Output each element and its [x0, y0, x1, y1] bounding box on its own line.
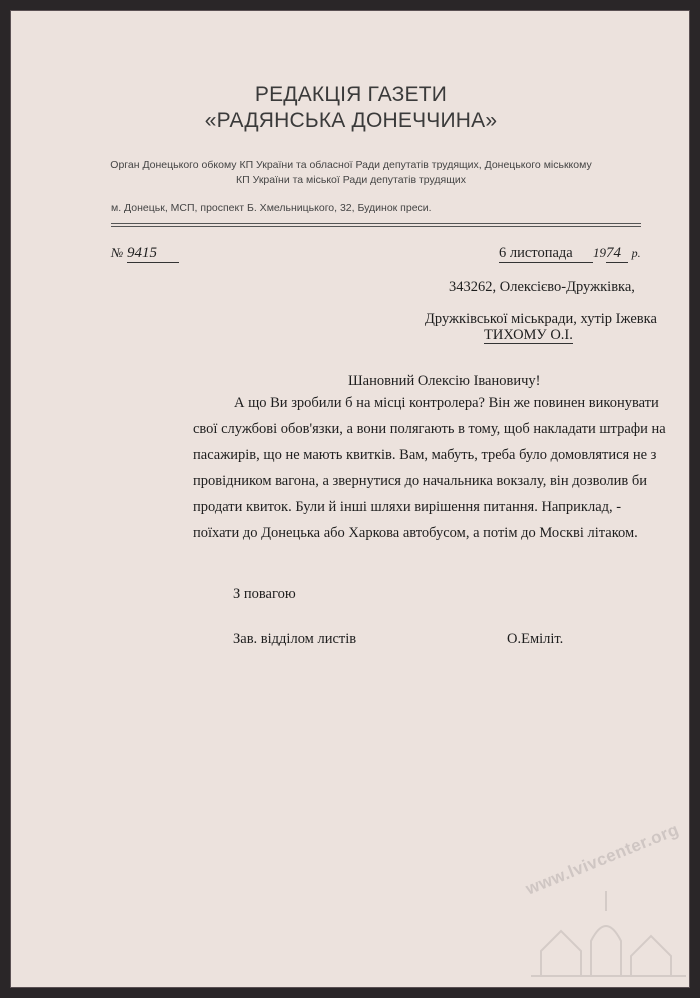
body-line: пасажирів, що не мають квитків. Вам, мабуть, треба було домовлятися не з — [193, 447, 657, 463]
year-suffix: 74 — [606, 245, 628, 263]
date-day-month: 6 листопада — [499, 245, 593, 263]
archive-watermark-text: www.lvivcenter.org — [523, 819, 682, 899]
recipient-name: ТИХОМУ О.І. — [484, 327, 573, 343]
body-line: продати квиток. Були й інші шляхи вирішення питання. Наприклад, - — [193, 499, 622, 515]
newspaper-title-line2: «РАДЯНСЬКА ДОНЕЧЧИНА» — [204, 109, 498, 132]
body-line: А що Ви зробили б на місці контролера? Він же повинен виконувати — [234, 395, 659, 411]
number-prefix: № — [111, 245, 124, 260]
recipient-line1: 343262, Олексієво-Дружківка, — [449, 279, 635, 295]
letter-date — [499, 245, 641, 263]
body-line: свої службові обов'язки, а вони полягають в тому, щоб накладати штрафи на — [193, 421, 666, 437]
organ-line1: Орган Донецького обкому КП України та обласної Ради депутатів трудящих, Донецького міськкому — [110, 159, 592, 171]
signer-title: Зав. відділом листів — [233, 631, 357, 647]
organ-line2: КП України та міської Ради депутатів трудящих — [236, 174, 466, 186]
body-line: провідником вагона, а звернутися до начальника вокзалу, він дозволив би — [193, 473, 647, 489]
header-rule-bottom — [111, 226, 641, 227]
letter-number — [111, 245, 179, 263]
header-rule-top — [111, 223, 641, 224]
salutation: Шановний Олексію Івановичу! — [348, 373, 541, 389]
year-prefix: 19 — [593, 245, 606, 260]
closing: З повагою — [233, 586, 296, 602]
newspaper-title-line1: РЕДАКЦІЯ ГАЗЕТИ — [254, 83, 448, 106]
year-unit: р. — [631, 246, 641, 260]
recipient-line2: Дружківської міськради, хутір Іжевка — [425, 311, 657, 327]
editorial-address: м. Донецьк, МСП, проспект Б. Хмельницького, 32, Будинок преси. — [111, 202, 432, 214]
letter-page — [10, 10, 690, 988]
body-line: поїхати до Донецька або Харкова автобусом, а потім до Москві літаком. — [193, 525, 638, 541]
signer-name: О.Еміліт. — [507, 631, 564, 647]
number-value: 9415 — [127, 245, 179, 263]
